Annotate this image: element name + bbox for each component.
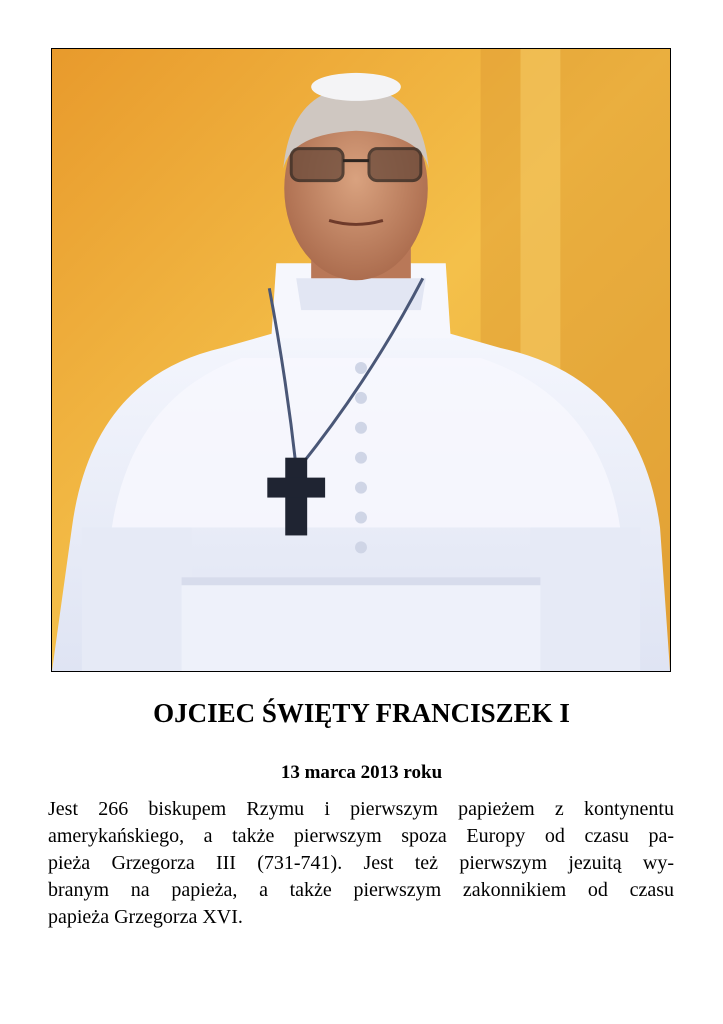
date-heading: 13 marca 2013 roku <box>280 762 443 783</box>
body-line: Jest 266 biskupem Rzymu i pierwszym papieżem z kontynentu <box>48 798 674 820</box>
body-line: papieża Grzegorza XVI. <box>48 906 243 928</box>
body-paragraph <box>48 796 674 931</box>
body-line: pieża Grzegorza III (731-741). Jest też pierwszym jezuitą wy- <box>48 852 674 874</box>
portrait-photo <box>51 48 671 672</box>
portrait-illustration <box>52 49 670 671</box>
page-title: OJCIEC ŚWIĘTY FRANCISZEK I <box>153 698 570 728</box>
body-line: amerykańskiego, a także pierwszym spoza Europy od czasu pa- <box>48 825 674 847</box>
body-line: branym na papieża, a także pierwszym zakonnikiem od czasu <box>48 879 674 901</box>
